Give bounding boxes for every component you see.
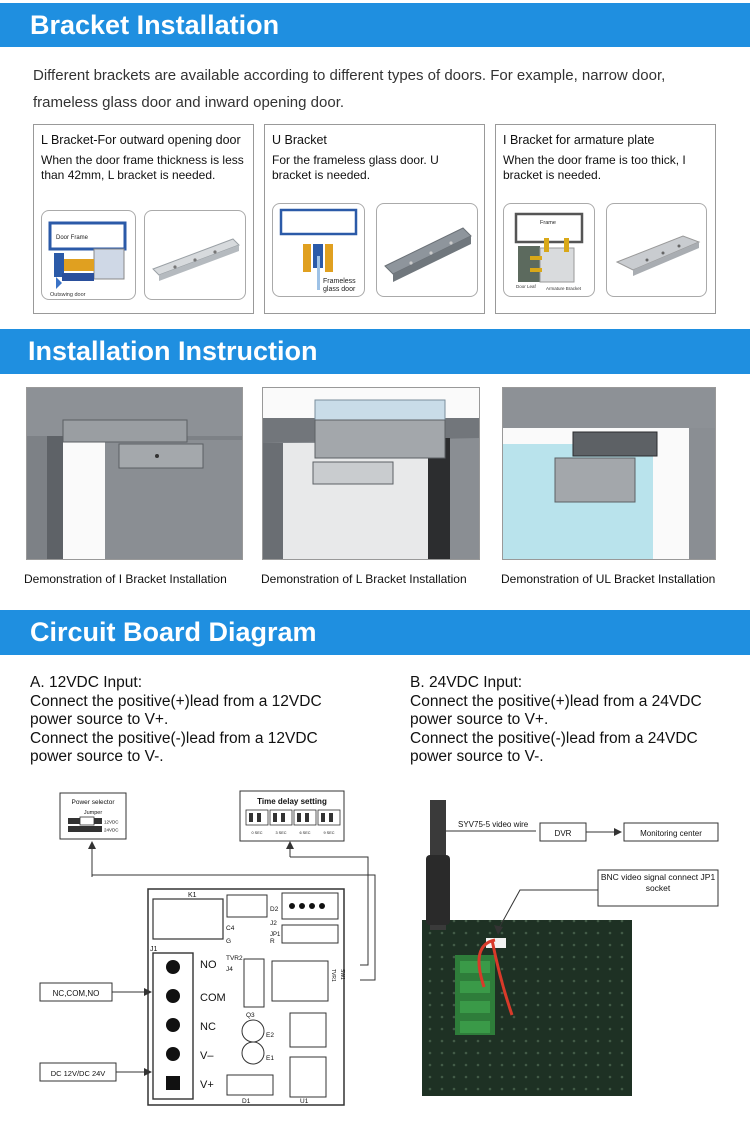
terminal-com: COM	[200, 992, 226, 1004]
circuit-board-diagram	[20, 785, 390, 1110]
time-delay-label: Time delay setting	[257, 797, 327, 806]
tvr2-label: TVR2	[226, 955, 243, 962]
j2-label: J2	[270, 920, 277, 927]
r-label: R	[270, 938, 275, 945]
power-selector-label: Power selector	[71, 799, 115, 806]
u-glass-door-label: glass door	[323, 286, 356, 293]
bnc-note-label: BNC video signal connect JP1 socket	[600, 872, 716, 893]
terminal-v-minus: V–	[200, 1050, 214, 1062]
section-banner-circuit-board: Circuit Board Diagram	[0, 610, 750, 655]
i-bracket-photo	[606, 203, 707, 297]
sec-label: 0 SEC	[251, 831, 263, 835]
sec-label: 3 SEC	[275, 831, 287, 835]
sw1-label: SW1	[339, 969, 345, 980]
demo-caption: Demonstration of L Bracket Installation	[261, 572, 467, 586]
i-bracket-install-diagram	[503, 203, 595, 297]
bracket-desc: When the door frame is too thick, I bracket is needed.	[503, 153, 686, 182]
dvr-label: DVR	[554, 829, 572, 838]
i-door-leaf-label: Door Leaf	[516, 284, 536, 289]
i-frame-label: Frame	[540, 220, 556, 226]
u-bracket-photo	[376, 203, 478, 297]
bracket-title: I Bracket for armature plate	[503, 133, 655, 147]
monitoring-center-label: Monitoring center	[640, 829, 702, 838]
e1-label: E1	[266, 1055, 274, 1062]
input-line: Connect the positive(-)lead from a 12VDC	[30, 729, 318, 747]
l-outswing-label: Outswing door	[50, 292, 86, 298]
sec-label: 6 SEC	[299, 831, 311, 835]
bracket-title: U Bracket	[272, 133, 327, 147]
bracket-title: L Bracket-For outward opening door	[41, 133, 241, 147]
sec-label: 9 SEC	[323, 831, 335, 835]
c4-label: C4	[226, 925, 235, 932]
input-heading: B. 24VDC Input:	[410, 674, 523, 691]
input-line: power source to V-.	[30, 748, 164, 765]
input-12vdc	[30, 674, 322, 767]
k1-label: K1	[188, 892, 197, 899]
dc-power-label: DC 12V/DC 24V	[50, 1069, 106, 1078]
demo-photo-ul-bracket	[502, 387, 716, 560]
d1-label: D1	[242, 1098, 251, 1105]
d2-label: D2	[270, 906, 279, 913]
demo-photo-i-bracket	[26, 387, 243, 560]
l-door-frame-label: Door Frame	[56, 235, 89, 241]
j4-label: J4	[226, 966, 233, 973]
section-banner-bracket-installation: Bracket Installation	[0, 3, 750, 47]
l-bracket-photo	[144, 210, 246, 300]
terminal-nc: NC	[200, 1021, 216, 1033]
demo-caption: Demonstration of UL Bracket Installation	[501, 572, 716, 586]
bracket-desc: When the door frame thickness is less than 42mm, L bracket is needed.	[41, 153, 244, 182]
video-wire-label: SYV75-5 video wire	[458, 820, 529, 829]
input-line: power source to V-.	[410, 748, 544, 765]
demo-photo-l-bracket	[262, 387, 480, 560]
demo-caption: Demonstration of I Bracket Installation	[24, 572, 227, 586]
bracket-card-l	[33, 124, 254, 314]
j1-label: J1	[150, 946, 158, 953]
section-banner-installation-instruction: Installation Instruction	[0, 329, 750, 374]
video-wiring-diagram	[400, 795, 730, 1105]
terminal-no: NO	[200, 959, 217, 971]
intro-text: Different brackets are available according to different types of doors. For example, narrow door, frameless glass door and inward opening door.	[33, 67, 666, 111]
u-bracket-install-diagram	[272, 203, 365, 297]
e2-label: E2	[266, 1032, 274, 1039]
input-line: Connect the positive(+)lead from a 12VDC	[30, 692, 322, 710]
q3-label: Q3	[246, 1012, 255, 1019]
u-frameless-label: Frameless	[323, 278, 356, 285]
terminal-v-plus: V+	[200, 1079, 214, 1091]
bracket-desc: For the frameless glass door. U bracket is needed.	[272, 153, 439, 182]
v24-label: 24VDC	[104, 827, 119, 833]
g-label: G	[226, 938, 232, 945]
nc-com-no-label: NC,COM,NO	[52, 989, 100, 998]
v12-label: 12VDC	[104, 819, 119, 825]
input-line: power source to V+.	[410, 711, 549, 728]
bracket-card-u	[264, 124, 485, 314]
jp1-label: JP1	[270, 932, 281, 938]
input-line: Connect the positive(+)lead from a 24VDC	[410, 692, 702, 710]
input-24vdc	[410, 674, 702, 767]
input-line: power source to V+.	[30, 711, 169, 728]
i-armature-label: Armature Bracket	[546, 286, 582, 291]
u1-label: U1	[300, 1098, 309, 1105]
input-heading: A. 12VDC Input:	[30, 674, 143, 691]
jumper-label: Jumper	[83, 810, 103, 816]
input-line: Connect the positive(-)lead from a 24VDC	[410, 729, 698, 747]
tvr1-label: TVR1	[330, 969, 336, 982]
l-bracket-install-diagram	[41, 210, 136, 300]
bracket-card-i	[495, 124, 716, 314]
